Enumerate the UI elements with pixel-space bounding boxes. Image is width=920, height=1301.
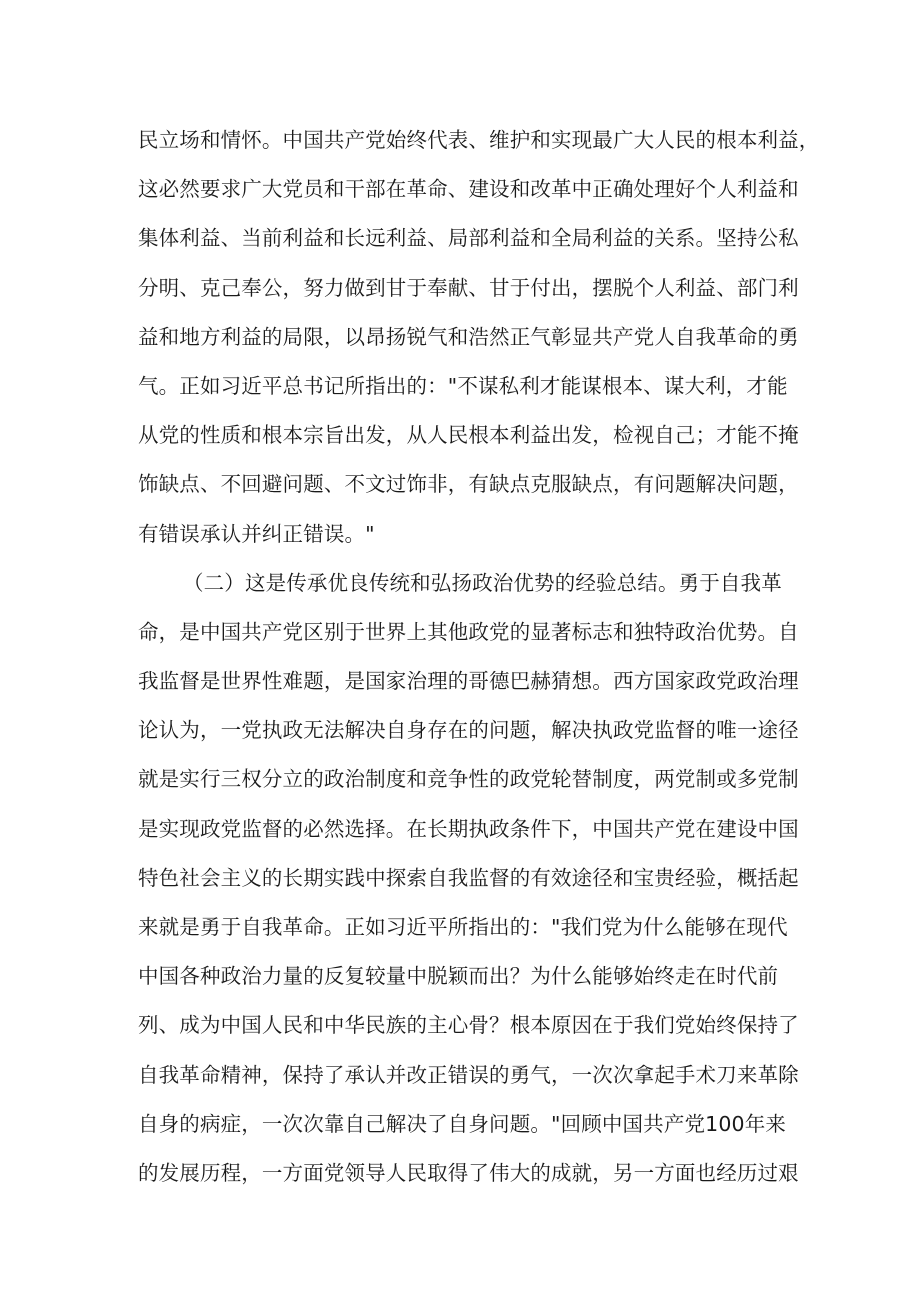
text-line: 民立场和情怀。中国共产党始终代表、维护和实现最广大人民的根本利益， — [138, 128, 820, 152]
text-line: 自身的病症，一次次靠自己解决了自身问题。"回顾中国共产党100年来 — [138, 1111, 787, 1136]
paragraph-2 — [138, 559, 799, 1198]
text-line: 气。正如习近平总书记所指出的："不谋私利才能谋根本、谋大利，才能 — [138, 373, 788, 398]
text-line: 列、成为中国人民和中华民族的主心骨？根本原因在于我们党始终保持了 — [138, 1013, 799, 1038]
text-line: 集体利益、当前利益和长远利益、局部利益和全局利益的关系。坚持公私 — [138, 226, 799, 251]
body-text — [138, 116, 820, 1198]
text-line: 这必然要求广大党员和干部在革命、建设和改革中正确处理好个人利益和 — [138, 177, 799, 202]
text-line: 就是实行三权分立的政治制度和竞争性的政党轮替制度，两党制或多党制 — [138, 767, 799, 792]
text-line: 我监督是世界性难题，是国家治理的哥德巴赫猜想。西方国家政党政治理 — [138, 669, 799, 694]
text-line: 来就是勇于自我革命。正如习近平所指出的："我们党为什么能够在现代 — [138, 915, 788, 939]
text-line: （二）这是传承优良传统和弘扬政治优势的经验总结。勇于自我革 — [183, 570, 782, 595]
paragraph-1 — [138, 116, 820, 559]
text-line: 益和地方利益的局限，以昂扬锐气和浩然正气彰显共产党人自我革命的勇 — [138, 324, 799, 349]
text-line: 论认为，一党执政无法解决自身存在的问题，解决执政党监督的唯一途径 — [138, 718, 799, 743]
text-line: 是实现政党监督的必然选择。在长期执政条件下，中国共产党在建设中国 — [138, 816, 799, 841]
text-line: 中国各种政治力量的反复较量中脱颖而出？为什么能够始终走在时代前 — [138, 964, 779, 989]
text-line: 从党的性质和根本宗旨出发，从人民根本利益出发，检视自己；才能不掩 — [138, 423, 799, 448]
text-line: 特色社会主义的长期实践中探索自我监督的有效途径和宝贵经验，概括起 — [138, 865, 799, 890]
text-line: 饰缺点、不回避问题、不文过饰非，有缺点克服缺点，有问题解决问题， — [138, 472, 799, 497]
text-line: 分明、克己奉公，努力做到甘于奉献、甘于付出，摆脱个人利益、部门利 — [138, 275, 799, 300]
text-line: 自我革命精神，保持了承认并改正错误的勇气，一次次拿起手术刀来革除 — [138, 1062, 799, 1087]
text-line: 有错误承认并纠正错误。" — [138, 521, 375, 546]
text-line: 命，是中国共产党区别于世界上其他政党的显著标志和独特政治优势。自 — [138, 619, 799, 644]
text-line: 的发展历程，一方面党领导人民取得了伟大的成就，另一方面也经历过艰 — [138, 1160, 799, 1185]
